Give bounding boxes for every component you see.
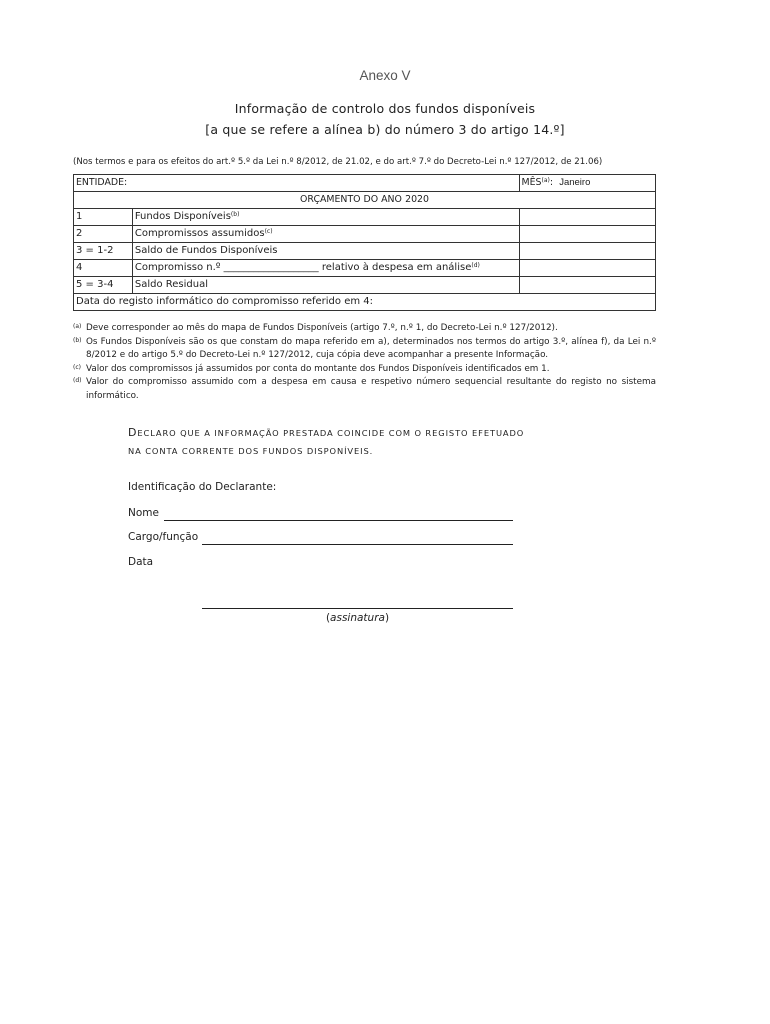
- declaration-line-1: [128, 426, 524, 439]
- role-field[interactable]: [202, 544, 513, 545]
- document-title-reference: [a que se refere a alínea b) do número 3 do artigo 14.º]: [205, 122, 565, 137]
- row-value[interactable]: [519, 260, 655, 277]
- row-value[interactable]: [519, 277, 655, 294]
- table-row: [74, 209, 656, 226]
- row-value[interactable]: [519, 226, 655, 243]
- declaration-line-2: NA CONTA CORRENTE DOS FUNDOS DISPONÍVEIS.: [128, 446, 374, 456]
- declarant-heading: Identificação do Declarante:: [128, 481, 277, 493]
- row-number: 2: [74, 226, 133, 243]
- row-description: Compromisso n.º ___________________ relativo à despesa em análise$^{(d)}$: [132, 260, 519, 277]
- row-description: Saldo de Fundos Disponíveis: [132, 243, 519, 260]
- budget-label: ORÇAMENTO DO ANO: [300, 194, 402, 205]
- footnote-mark: (a): [73, 323, 82, 330]
- table-row: [74, 226, 656, 243]
- row-number: 1: [74, 209, 133, 226]
- footnote: [73, 322, 656, 336]
- entity-row: [74, 175, 656, 192]
- registration-date-row: [74, 294, 656, 311]
- budget-year: 2020: [405, 194, 429, 205]
- month-note-ref: (a): [541, 177, 550, 184]
- funds-control-table: [73, 174, 656, 311]
- name-label: Nome: [128, 507, 159, 519]
- registration-date-cell: Data do registo informático do compromisso referido em 4:: [74, 294, 656, 311]
- month-value: Janeiro: [559, 177, 591, 188]
- entity-label: ENTIDADE:: [76, 177, 128, 188]
- row-number: 5 = 3-4: [74, 277, 133, 294]
- name-field[interactable]: [164, 520, 513, 521]
- footnote-text: Valor do compromisso assumido com a despesa em causa e respetivo número sequencial resultante do registo no sistema informático.: [86, 377, 656, 401]
- declaration-text: ECLARO QUE A INFORMAÇÃO PRESTADA COINCIDE COM O REGISTO EFETUADO: [137, 428, 525, 438]
- footnote-mark: (b): [73, 336, 82, 344]
- footnotes: [73, 322, 656, 403]
- footnote: [73, 363, 656, 377]
- row-number: 4: [74, 260, 133, 277]
- row-description: Compromissos assumidos$^{(c)}$: [132, 226, 519, 243]
- document-title: Informação de controlo dos fundos disponíveis: [234, 101, 536, 116]
- legal-basis-note: (Nos termos e para os efeitos do art.º 5.º da Lei n.º 8/2012, de 21.02, e do art.º 7.º do Decreto-Lei n.º 127/2012, de 21.06): [73, 157, 603, 167]
- table-row: [74, 277, 656, 294]
- footnote-text: Deve corresponder ao mês do mapa de Fundos Disponíveis (artigo 7.º, n.º 1, do Decreto-Lei n.º 127/2012).: [86, 323, 558, 333]
- declaration-initial: D: [128, 426, 138, 439]
- table-row: [74, 243, 656, 260]
- table-row: [74, 260, 656, 277]
- budget-cell: [74, 192, 656, 209]
- month-cell: MÊS$^{(a)}$: Janeiro: [519, 175, 655, 192]
- entity-cell: [74, 175, 520, 192]
- footnote: [73, 336, 656, 363]
- row-value[interactable]: [519, 209, 655, 226]
- budget-row: [74, 192, 656, 209]
- footnote-mark: (d): [73, 377, 82, 384]
- date-label: Data: [128, 556, 154, 568]
- footnote-mark: (c): [73, 363, 81, 371]
- row-value[interactable]: [519, 243, 655, 260]
- row-number: 3 = 1-2: [74, 243, 133, 260]
- footnote-text: Os Fundos Disponíveis são os que constam do mapa referido em a), determinados nos termos do artigo 3.º, alínea f), da Lei n.º 8/2012 e do artigo 5.º do Decreto-Lei n.º 127/2012, cuja cópia deve acompanhar a presente Informação.: [86, 336, 656, 360]
- annex-title: Anexo V: [359, 68, 411, 83]
- role-label: Cargo/função: [128, 531, 199, 543]
- row-description: Saldo Residual: [132, 277, 519, 294]
- signature-field[interactable]: [202, 608, 513, 609]
- month-label: MÊS: [521, 177, 542, 188]
- signature-label: (assinatura): [325, 612, 390, 624]
- footnote-text: Valor dos compromissos já assumidos por conta do montante dos Fundos Disponíveis identificados em 1.: [86, 363, 550, 374]
- row-description: Fundos Disponíveis$^{(b)}$: [132, 209, 519, 226]
- footnote: [73, 376, 656, 403]
